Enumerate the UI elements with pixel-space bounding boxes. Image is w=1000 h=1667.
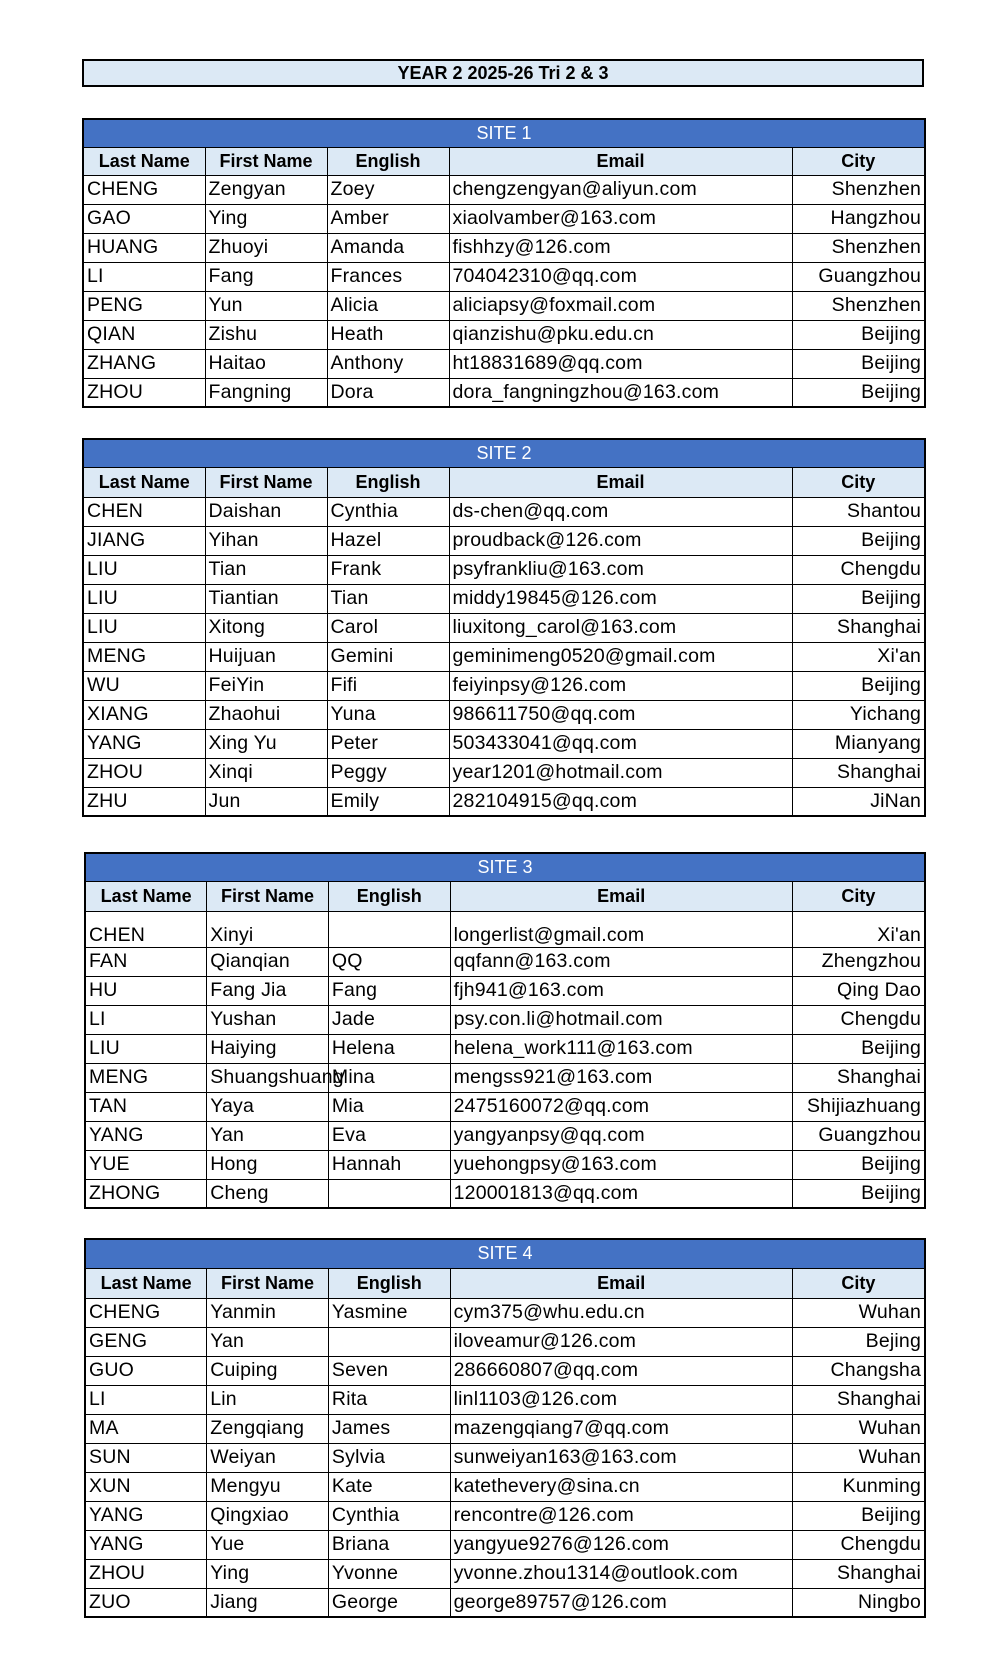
- city-header: City: [792, 1268, 925, 1298]
- last-name-cell: JIANG: [83, 526, 205, 555]
- city-cell: Guangzhou: [792, 1121, 925, 1150]
- english-header: English: [327, 467, 449, 497]
- table-row: [85, 1179, 925, 1208]
- email-cell: fishhzy@126.com: [449, 233, 792, 262]
- city-cell: Beijing: [792, 1501, 925, 1530]
- last-name-cell: LI: [85, 1385, 207, 1414]
- english-header: English: [327, 147, 449, 175]
- english-name-cell: Dora: [327, 378, 449, 407]
- city-cell: Chengdu: [792, 1530, 925, 1559]
- table-row: [85, 1034, 925, 1063]
- email-cell: xiaolvamber@163.com: [449, 204, 792, 233]
- english-name-cell: Gemini: [327, 642, 449, 671]
- city-cell: Wuhan: [792, 1298, 925, 1327]
- last-name-cell: ZHOU: [83, 378, 205, 407]
- english-name-cell: Frank: [327, 555, 449, 584]
- table-row: [83, 613, 925, 642]
- site-table-1: [82, 118, 926, 408]
- table-row: [83, 642, 925, 671]
- english-name-cell: Alicia: [327, 291, 449, 320]
- english-name-cell: Mia: [328, 1092, 450, 1121]
- english-name-cell: Frances: [327, 262, 449, 291]
- city-cell: Shantou: [792, 497, 925, 526]
- english-name-cell: Mina: [328, 1063, 450, 1092]
- last-name-cell: ZHOU: [83, 758, 205, 787]
- first-name-cell: Fang Jia: [207, 976, 329, 1005]
- city-cell: Beijing: [792, 349, 925, 378]
- first-name-cell: Yue: [207, 1530, 329, 1559]
- table-row: [85, 1588, 925, 1617]
- english-name-cell: Anthony: [327, 349, 449, 378]
- email-cell: year1201@hotmail.com: [449, 758, 792, 787]
- table-row: [83, 787, 925, 816]
- email-cell: qqfann@163.com: [450, 947, 792, 976]
- last-name-cell: QIAN: [83, 320, 205, 349]
- last-name-header: Last Name: [85, 881, 207, 911]
- table-row: [83, 729, 925, 758]
- last-name-cell: CHENG: [83, 175, 205, 204]
- last-name-cell: HUANG: [83, 233, 205, 262]
- last-name-cell: MA: [85, 1414, 207, 1443]
- english-name-cell: Fifi: [327, 671, 449, 700]
- city-cell: Ningbo: [792, 1588, 925, 1617]
- last-name-cell: PENG: [83, 291, 205, 320]
- city-cell: Beijing: [792, 584, 925, 613]
- city-cell: Beijing: [792, 671, 925, 700]
- last-name-cell: LIU: [83, 584, 205, 613]
- city-cell: Shenzhen: [792, 233, 925, 262]
- english-header: English: [328, 1268, 450, 1298]
- email-cell: 704042310@qq.com: [449, 262, 792, 291]
- table-row: [85, 1472, 925, 1501]
- city-cell: Shenzhen: [792, 291, 925, 320]
- email-cell: 986611750@qq.com: [449, 700, 792, 729]
- first-name-cell: Lin: [207, 1385, 329, 1414]
- english-name-cell: Heath: [327, 320, 449, 349]
- table-row: [85, 1559, 925, 1588]
- last-name-cell: LI: [85, 1005, 207, 1034]
- city-cell: JiNan: [792, 787, 925, 816]
- city-header: City: [792, 467, 925, 497]
- table-row: [85, 1092, 925, 1121]
- english-name-cell: Hannah: [328, 1150, 450, 1179]
- first-name-cell: Xitong: [205, 613, 327, 642]
- first-name-cell: Xinqi: [205, 758, 327, 787]
- first-name-header: First Name: [207, 1268, 329, 1298]
- email-cell: george89757@126.com: [450, 1588, 792, 1617]
- email-cell: 503433041@qq.com: [449, 729, 792, 758]
- email-cell: helena_work111@163.com: [450, 1034, 792, 1063]
- english-name-cell: Cynthia: [327, 497, 449, 526]
- last-name-cell: FAN: [85, 947, 207, 976]
- last-name-cell: CHEN: [85, 911, 207, 947]
- table-row: [85, 911, 925, 947]
- table-row: [85, 1414, 925, 1443]
- email-cell: rencontre@126.com: [450, 1501, 792, 1530]
- email-cell: 2475160072@qq.com: [450, 1092, 792, 1121]
- email-cell: longerlist@gmail.com: [450, 911, 792, 947]
- email-cell: yangyanpsy@qq.com: [450, 1121, 792, 1150]
- site-banner: SITE 4: [85, 1239, 925, 1268]
- last-name-header: Last Name: [83, 467, 205, 497]
- email-cell: feiyinpsy@126.com: [449, 671, 792, 700]
- city-cell: Wuhan: [792, 1414, 925, 1443]
- first-name-cell: Ying: [205, 204, 327, 233]
- city-cell: Guangzhou: [792, 262, 925, 291]
- last-name-cell: YANG: [85, 1530, 207, 1559]
- email-cell: aliciapsy@foxmail.com: [449, 291, 792, 320]
- table-row: [85, 947, 925, 976]
- last-name-cell: YANG: [85, 1121, 207, 1150]
- city-cell: Beijing: [792, 1034, 925, 1063]
- english-name-cell: Seven: [328, 1356, 450, 1385]
- email-cell: proudback@126.com: [449, 526, 792, 555]
- table-row: [83, 758, 925, 787]
- english-name-cell: Briana: [328, 1530, 450, 1559]
- last-name-cell: ZHU: [83, 787, 205, 816]
- table-row: [83, 700, 925, 729]
- last-name-cell: GUO: [85, 1356, 207, 1385]
- table-row: [83, 378, 925, 407]
- email-cell: ds-chen@qq.com: [449, 497, 792, 526]
- city-cell: Chengdu: [792, 1005, 925, 1034]
- city-cell: Shanghai: [792, 758, 925, 787]
- table-row: [85, 1327, 925, 1356]
- email-header: Email: [450, 881, 792, 911]
- table-row: [83, 526, 925, 555]
- table-row: [85, 1298, 925, 1327]
- last-name-header: Last Name: [85, 1268, 207, 1298]
- site-table-4: [84, 1238, 926, 1618]
- city-cell: Beijing: [792, 378, 925, 407]
- table-row: [83, 349, 925, 378]
- email-cell: fjh941@163.com: [450, 976, 792, 1005]
- city-cell: Xi'an: [792, 642, 925, 671]
- email-cell: sunweiyan163@163.com: [450, 1443, 792, 1472]
- city-cell: Shanghai: [792, 1063, 925, 1092]
- first-name-cell: Fang: [205, 262, 327, 291]
- english-header: English: [328, 881, 450, 911]
- city-cell: Yichang: [792, 700, 925, 729]
- table-row: [83, 262, 925, 291]
- first-name-cell: Zengqiang: [207, 1414, 329, 1443]
- email-header: Email: [449, 147, 792, 175]
- email-header: Email: [450, 1268, 792, 1298]
- city-cell: Shanghai: [792, 1559, 925, 1588]
- first-name-cell: Zhuoyi: [205, 233, 327, 262]
- email-cell: cym375@whu.edu.cn: [450, 1298, 792, 1327]
- email-cell: qianzishu@pku.edu.cn: [449, 320, 792, 349]
- first-name-cell: Shuangshuang: [207, 1063, 329, 1092]
- english-name-cell: Fang: [328, 976, 450, 1005]
- email-cell: 282104915@qq.com: [449, 787, 792, 816]
- table-row: [83, 175, 925, 204]
- last-name-cell: GAO: [83, 204, 205, 233]
- table-row: [83, 204, 925, 233]
- english-name-cell: Jade: [328, 1005, 450, 1034]
- last-name-cell: LIU: [83, 555, 205, 584]
- city-cell: Shanghai: [792, 613, 925, 642]
- first-name-cell: Zhaohui: [205, 700, 327, 729]
- english-name-cell: Rita: [328, 1385, 450, 1414]
- first-name-cell: Daishan: [205, 497, 327, 526]
- site-table-2: [82, 438, 926, 817]
- city-header: City: [792, 147, 925, 175]
- table-row: [85, 976, 925, 1005]
- first-name-cell: Zengyan: [205, 175, 327, 204]
- city-cell: Beijing: [792, 320, 925, 349]
- english-name-cell: Carol: [327, 613, 449, 642]
- first-name-cell: Yushan: [207, 1005, 329, 1034]
- city-cell: Mianyang: [792, 729, 925, 758]
- english-name-cell: Amber: [327, 204, 449, 233]
- table-row: [83, 291, 925, 320]
- first-name-cell: Hong: [207, 1150, 329, 1179]
- email-cell: yvonne.zhou1314@outlook.com: [450, 1559, 792, 1588]
- first-name-header: First Name: [207, 881, 329, 911]
- english-name-cell: Eva: [328, 1121, 450, 1150]
- table-row: [85, 1530, 925, 1559]
- city-cell: Shenzhen: [792, 175, 925, 204]
- email-cell: iloveamur@126.com: [450, 1327, 792, 1356]
- first-name-cell: Qianqian: [207, 947, 329, 976]
- last-name-cell: CHEN: [83, 497, 205, 526]
- city-cell: Beijing: [792, 1179, 925, 1208]
- email-cell: linl1103@126.com: [450, 1385, 792, 1414]
- english-name-cell: Yuna: [327, 700, 449, 729]
- english-name-cell: Kate: [328, 1472, 450, 1501]
- first-name-cell: Cheng: [207, 1179, 329, 1208]
- city-cell: Beijing: [792, 526, 925, 555]
- first-name-cell: Yun: [205, 291, 327, 320]
- first-name-cell: Haiying: [207, 1034, 329, 1063]
- first-name-cell: Mengyu: [207, 1472, 329, 1501]
- first-name-cell: Zishu: [205, 320, 327, 349]
- city-header: City: [792, 881, 925, 911]
- first-name-cell: Xinyi: [207, 911, 329, 947]
- first-name-cell: Qingxiao: [207, 1501, 329, 1530]
- first-name-cell: Yaya: [207, 1092, 329, 1121]
- city-cell: Bejing: [792, 1327, 925, 1356]
- city-cell: Hangzhou: [792, 204, 925, 233]
- english-name-cell: QQ: [328, 947, 450, 976]
- first-name-cell: Jiang: [207, 1588, 329, 1617]
- email-cell: yuehongpsy@163.com: [450, 1150, 792, 1179]
- city-cell: Xi'an: [792, 911, 925, 947]
- first-name-cell: Ying: [207, 1559, 329, 1588]
- email-cell: 286660807@qq.com: [450, 1356, 792, 1385]
- first-name-cell: FeiYin: [205, 671, 327, 700]
- last-name-cell: ZHOU: [85, 1559, 207, 1588]
- last-name-cell: ZHONG: [85, 1179, 207, 1208]
- first-name-cell: Tiantian: [205, 584, 327, 613]
- table-row: [85, 1150, 925, 1179]
- city-cell: Shanghai: [792, 1385, 925, 1414]
- city-cell: Qing Dao: [792, 976, 925, 1005]
- email-cell: mengss921@163.com: [450, 1063, 792, 1092]
- english-name-cell: [328, 1179, 450, 1208]
- table-row: [83, 320, 925, 349]
- document-title: YEAR 2 2025-26 Tri 2 & 3: [82, 59, 924, 87]
- email-cell: liuxitong_carol@163.com: [449, 613, 792, 642]
- last-name-cell: MENG: [85, 1063, 207, 1092]
- first-name-cell: Xing Yu: [205, 729, 327, 758]
- city-cell: Zhengzhou: [792, 947, 925, 976]
- last-name-cell: LIU: [83, 613, 205, 642]
- table-row: [83, 671, 925, 700]
- last-name-cell: LI: [83, 262, 205, 291]
- first-name-cell: Yanmin: [207, 1298, 329, 1327]
- table-row: [85, 1356, 925, 1385]
- english-name-cell: Helena: [328, 1034, 450, 1063]
- first-name-cell: Cuiping: [207, 1356, 329, 1385]
- english-name-cell: James: [328, 1414, 450, 1443]
- english-name-cell: Peggy: [327, 758, 449, 787]
- first-name-cell: Haitao: [205, 349, 327, 378]
- english-name-cell: George: [328, 1588, 450, 1617]
- first-name-cell: Huijuan: [205, 642, 327, 671]
- table-row: [85, 1385, 925, 1414]
- city-cell: Beijing: [792, 1150, 925, 1179]
- english-name-cell: [328, 1327, 450, 1356]
- email-cell: psy.con.li@hotmail.com: [450, 1005, 792, 1034]
- first-name-cell: Yan: [207, 1327, 329, 1356]
- email-cell: psyfrankliu@163.com: [449, 555, 792, 584]
- first-name-cell: Weiyan: [207, 1443, 329, 1472]
- email-cell: katethevery@sina.cn: [450, 1472, 792, 1501]
- table-row: [85, 1005, 925, 1034]
- last-name-cell: YANG: [83, 729, 205, 758]
- last-name-header: Last Name: [83, 147, 205, 175]
- last-name-cell: SUN: [85, 1443, 207, 1472]
- table-row: [85, 1063, 925, 1092]
- email-cell: ht18831689@qq.com: [449, 349, 792, 378]
- first-name-header: First Name: [205, 147, 327, 175]
- last-name-cell: ZHANG: [83, 349, 205, 378]
- city-cell: Shijiazhuang: [792, 1092, 925, 1121]
- english-name-cell: Emily: [327, 787, 449, 816]
- last-name-cell: YANG: [85, 1501, 207, 1530]
- table-row: [85, 1443, 925, 1472]
- city-cell: Changsha: [792, 1356, 925, 1385]
- table-row: [85, 1121, 925, 1150]
- last-name-cell: GENG: [85, 1327, 207, 1356]
- email-cell: mazengqiang7@qq.com: [450, 1414, 792, 1443]
- last-name-cell: LIU: [85, 1034, 207, 1063]
- email-cell: yangyue9276@126.com: [450, 1530, 792, 1559]
- city-cell: Chengdu: [792, 555, 925, 584]
- english-name-cell: Amanda: [327, 233, 449, 262]
- table-row: [83, 497, 925, 526]
- english-name-cell: Tian: [327, 584, 449, 613]
- first-name-header: First Name: [205, 467, 327, 497]
- site-banner: SITE 2: [83, 439, 925, 467]
- city-cell: Kunming: [792, 1472, 925, 1501]
- email-cell: middy19845@126.com: [449, 584, 792, 613]
- table-row: [85, 1501, 925, 1530]
- last-name-cell: HU: [85, 976, 207, 1005]
- last-name-cell: CHENG: [85, 1298, 207, 1327]
- english-name-cell: Cynthia: [328, 1501, 450, 1530]
- first-name-cell: Yihan: [205, 526, 327, 555]
- last-name-cell: YUE: [85, 1150, 207, 1179]
- first-name-cell: Yan: [207, 1121, 329, 1150]
- last-name-cell: ZUO: [85, 1588, 207, 1617]
- site-banner: SITE 1: [83, 119, 925, 147]
- english-name-cell: Yasmine: [328, 1298, 450, 1327]
- last-name-cell: TAN: [85, 1092, 207, 1121]
- table-row: [83, 233, 925, 262]
- email-cell: chengzengyan@aliyun.com: [449, 175, 792, 204]
- english-name-cell: Hazel: [327, 526, 449, 555]
- english-name-cell: [328, 911, 450, 947]
- first-name-cell: Jun: [205, 787, 327, 816]
- last-name-cell: XIANG: [83, 700, 205, 729]
- last-name-cell: XUN: [85, 1472, 207, 1501]
- table-row: [83, 584, 925, 613]
- email-cell: dora_fangningzhou@163.com: [449, 378, 792, 407]
- email-cell: 120001813@qq.com: [450, 1179, 792, 1208]
- table-row: [83, 555, 925, 584]
- english-name-cell: Peter: [327, 729, 449, 758]
- english-name-cell: Zoey: [327, 175, 449, 204]
- email-cell: geminimeng0520@gmail.com: [449, 642, 792, 671]
- last-name-cell: WU: [83, 671, 205, 700]
- email-header: Email: [449, 467, 792, 497]
- city-cell: Wuhan: [792, 1443, 925, 1472]
- last-name-cell: MENG: [83, 642, 205, 671]
- site-banner: SITE 3: [85, 853, 925, 881]
- first-name-cell: Tian: [205, 555, 327, 584]
- english-name-cell: Yvonne: [328, 1559, 450, 1588]
- english-name-cell: Sylvia: [328, 1443, 450, 1472]
- first-name-cell: Fangning: [205, 378, 327, 407]
- site-table-3: [84, 852, 926, 1209]
